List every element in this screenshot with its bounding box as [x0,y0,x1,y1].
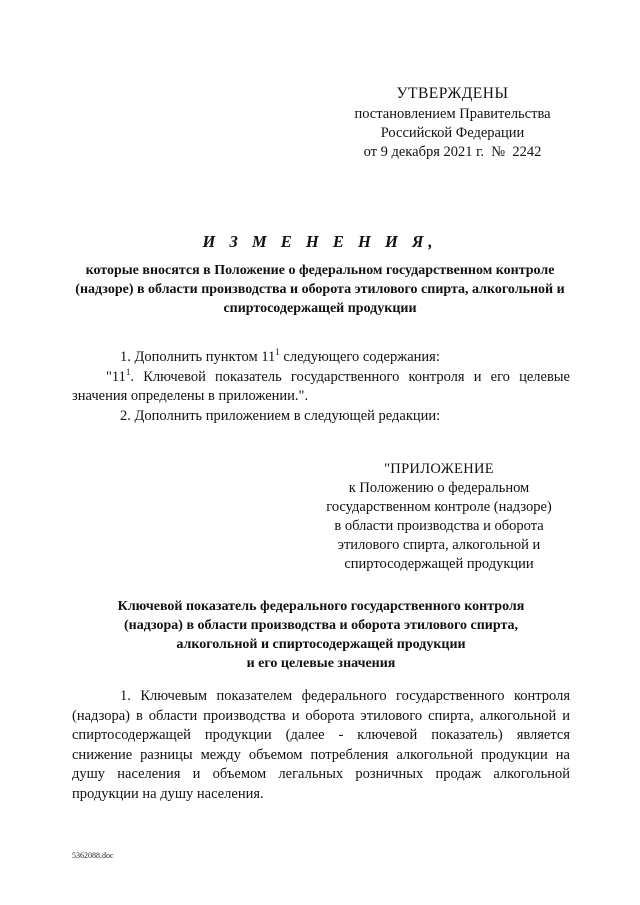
amendment-items [72,348,570,426]
approval-title: УТВЕРЖДЕНЫ [396,85,509,102]
appendix-line: государственном контроле (надзоре) [326,499,552,515]
document-code: 5362088.doc [72,851,114,860]
kpi-title [72,597,570,673]
quote-sup: 1 [125,366,131,377]
approval-block [330,84,575,162]
quote-prefix: "11 [106,368,126,385]
item-1-text: 1. Дополнить пунктом 11 [120,349,276,365]
appendix-line: к Положению о федеральном [348,480,530,496]
item-1-sup: 1 [275,347,280,358]
heading-title: И З М Е Н Е Н И Я, [202,232,438,251]
item-2: 2. Дополнить приложением в следующей редакции: [120,407,441,424]
approval-line: постановлением Правительства [354,106,551,122]
kpi-title-line: Ключевой показатель федерального государственного контроля [117,599,525,614]
item-1-quote [72,368,570,407]
item-1-tail: следующего содержания: [279,349,440,365]
kpi-title-line: алкогольной и спиртосодержащей продукции [176,637,466,652]
appendix-title: "ПРИЛОЖЕНИЕ [384,461,494,477]
appendix-block [308,460,570,574]
item-1 [72,348,570,368]
approval-line: Российской Федерации [380,125,525,141]
approval-date: от 9 декабря 2021 г. № 2242 [363,144,542,160]
appendix-line: в области производства и оборота [334,518,544,534]
kpi-title-line: и его целевые значения [246,656,396,671]
changes-heading [60,232,580,318]
quote-text: . Ключевой показатель государственного контроля и его целевые значения определены в приложении.". [72,368,570,404]
appendix-line: спиртосодержащей продукции [344,556,534,572]
kpi-title-line: (надзора) в области производства и оборота этилового спирта, [123,618,519,633]
heading-subtitle: которые вносятся в Положение о федеральном государственном контроле (надзоре) в области производства и оборота этилового спирта, алкогольной и спиртосодержащей продукции [75,263,565,316]
appendix-line: этилового спирта, алкогольной и [337,537,541,553]
kpi-paragraph: 1. Ключевым показателем федерального государственного контроля (надзора) в области производства и оборота этилового спирта, алкогольной и спиртосодержащей продукции (далее - ключевой показатель) является снижение разницы между объемом потребления алкогольной продукции на душу населения и объемом легальных розничных продаж алкогольной продукции на душу населения. [72,688,570,802]
